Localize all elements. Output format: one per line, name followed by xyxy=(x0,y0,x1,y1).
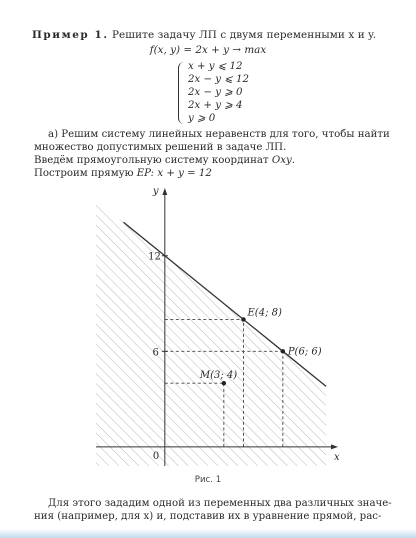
label-point-e: E(4; 8) xyxy=(247,307,282,319)
line-equation: : x + y = 12 xyxy=(150,168,212,179)
label-point-m: M(3; 4) xyxy=(199,370,238,382)
inequality-1: x + y ⩽ 12 xyxy=(188,61,243,72)
example-label: Пример 1. xyxy=(32,29,109,41)
line-prefix: Построим прямую xyxy=(34,168,137,179)
tick-label-6: 6 xyxy=(152,347,159,359)
point-e xyxy=(241,317,245,321)
line-var: EP xyxy=(136,168,151,179)
point-p xyxy=(281,349,285,353)
inequality-2: 2x − y ⩽ 12 xyxy=(188,74,249,85)
figure-caption: Рис. 1 xyxy=(194,475,222,485)
coord-var: Oxy xyxy=(271,155,292,166)
hatched-region xyxy=(96,200,326,466)
objective-function: f(x, y) = 2x + y → max xyxy=(149,44,267,56)
paragraph-bottom-line1: Для этого зададим одной из переменных два различных значе- xyxy=(48,498,392,509)
y-axis-label: y xyxy=(152,186,159,197)
paragraph-a-line2: множество допустимых решений в задаче ЛП. xyxy=(34,142,287,153)
tick-label-12: 12 xyxy=(148,251,161,263)
origin-label: 0 xyxy=(152,450,160,462)
x-axis-label: x xyxy=(334,451,340,463)
inequality-4: 2x + y ⩾ 4 xyxy=(188,100,243,111)
label-point-p: P(6; 6) xyxy=(287,346,322,358)
coord-suffix: . xyxy=(291,155,295,166)
y-axis-arrow xyxy=(162,188,167,195)
example-text: Решите задачу ЛП с двумя переменными x и y. xyxy=(111,29,377,41)
x-axis-arrow xyxy=(331,444,338,449)
page-edge-shadow xyxy=(0,529,416,538)
inequality-5: y ⩾ 0 xyxy=(188,113,216,124)
inequality-3: 2x − y ⩾ 0 xyxy=(188,87,243,98)
point-m xyxy=(222,381,226,385)
paragraph-a-line1: а) Решим систему линейных неравенств для того, чтобы найти xyxy=(48,129,390,140)
paragraph-bottom-line2: ния (например, для x) и, подставив их в уравнение прямой, рас- xyxy=(34,511,382,522)
coord-prefix: Введём прямоугольную систему координат xyxy=(34,155,272,166)
